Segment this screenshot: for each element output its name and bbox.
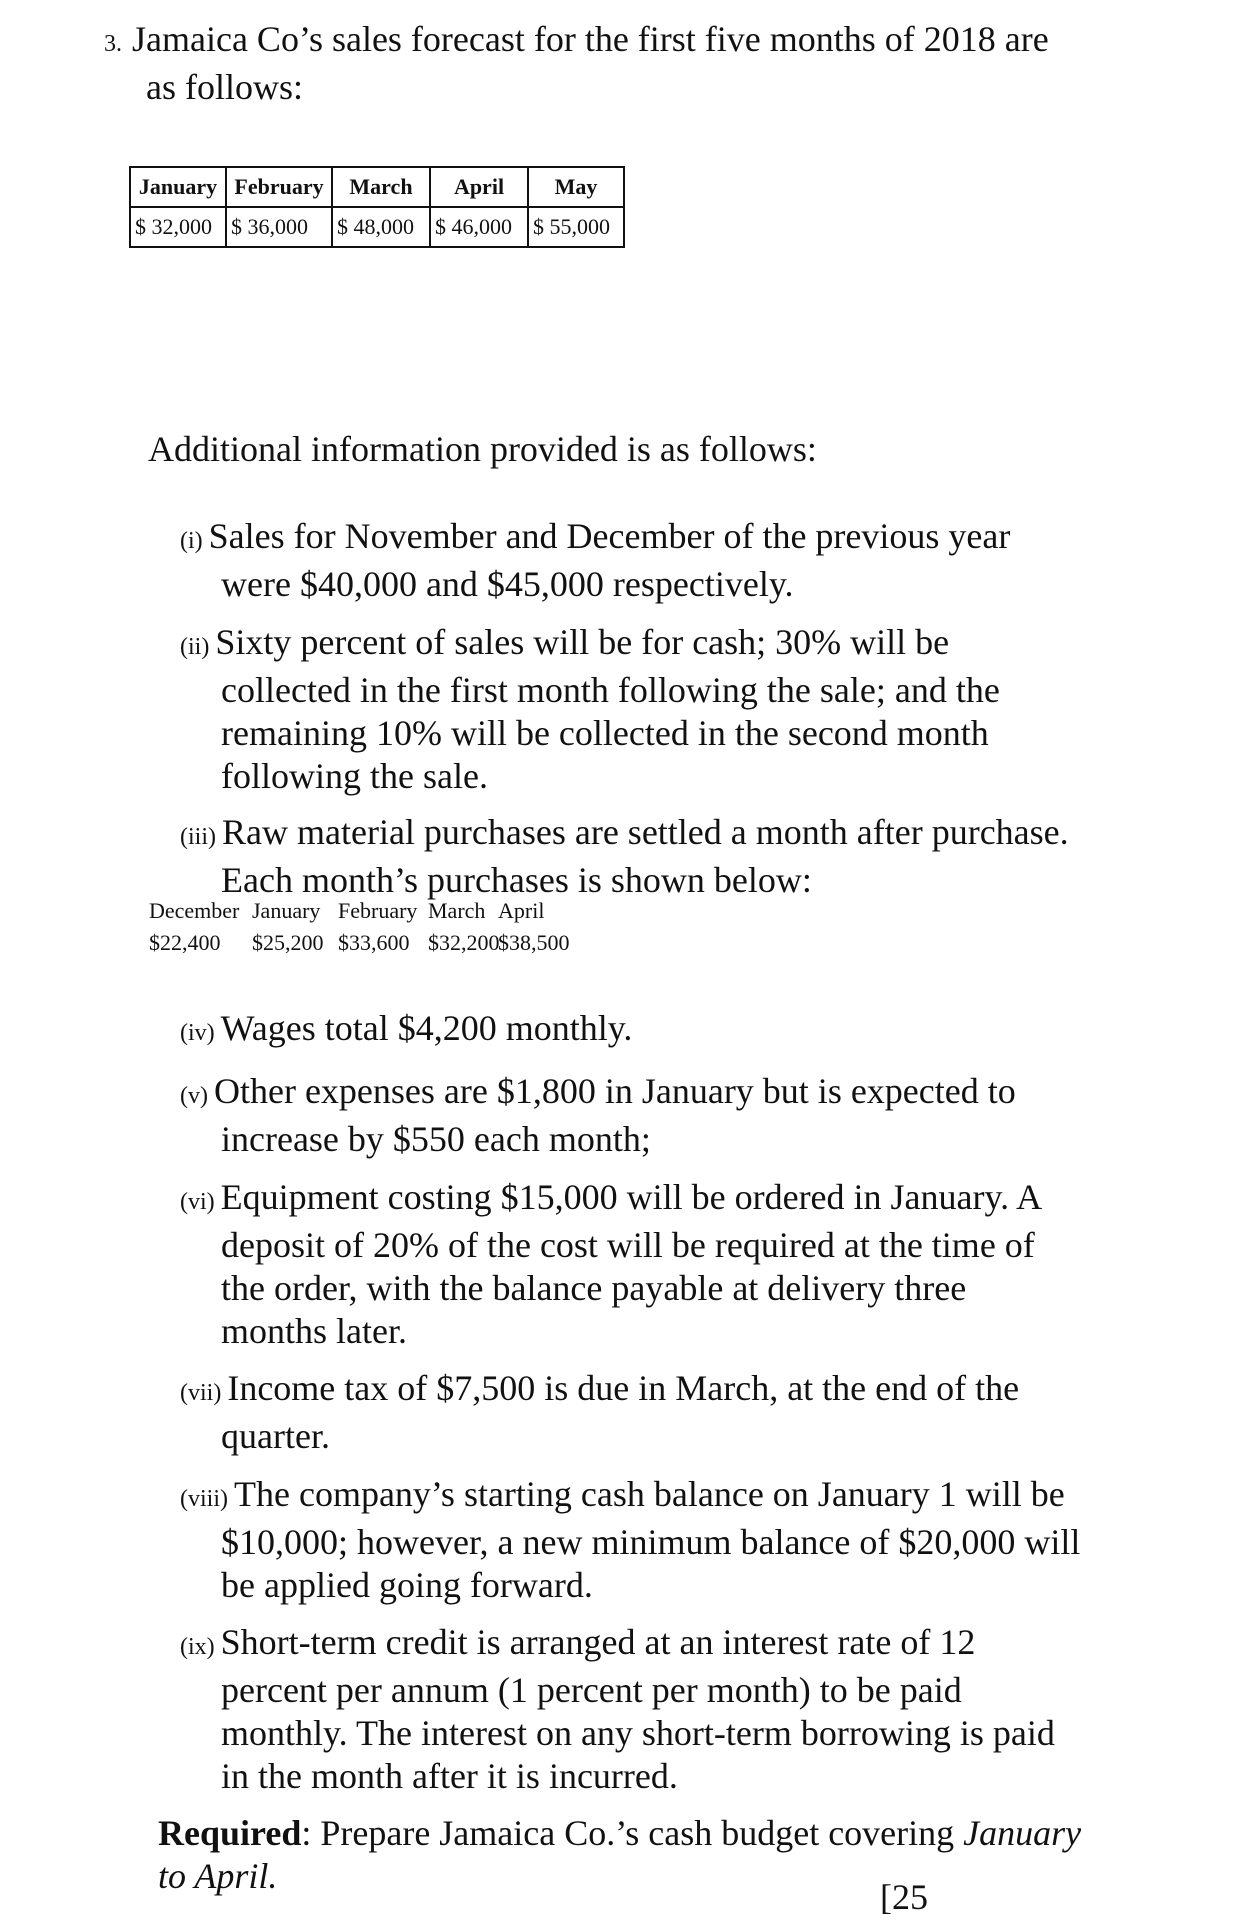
item-text-line1: Short-term credit is arranged at an interest rate of 12 bbox=[220, 1622, 976, 1662]
table-header: May bbox=[528, 167, 624, 207]
item-text-line1: Sales for November and December of the previous year bbox=[208, 516, 1011, 556]
purchase-month: January bbox=[252, 898, 321, 923]
table-header: January bbox=[130, 167, 226, 207]
item-number: (iii) bbox=[180, 824, 216, 850]
info-item-vii bbox=[180, 1367, 1100, 1458]
purchase-month: March bbox=[428, 898, 486, 923]
item-number: (i) bbox=[180, 528, 203, 554]
item-text-rest: increase by $550 each month; bbox=[221, 1119, 651, 1159]
info-item-ii bbox=[180, 621, 1100, 798]
table-cell: $ 55,000 bbox=[528, 207, 624, 247]
required-period: January to April. bbox=[158, 1813, 1082, 1896]
item-number: (ii) bbox=[180, 634, 210, 660]
purchases-amounts-row bbox=[149, 930, 570, 956]
item-text-line1: Other expenses are $1,800 in January but is expected to bbox=[213, 1071, 1016, 1111]
item-text-rest: $10,000; however, a new minimum balance of $20,000 will be applied going forward. bbox=[221, 1522, 1081, 1605]
purchase-month: April bbox=[498, 898, 545, 923]
info-item-v bbox=[180, 1070, 1100, 1161]
item-text-rest: collected in the first month following the sale; and the remaining 10% will be collected in the second month following the sale. bbox=[221, 670, 1000, 796]
item-number: (vi) bbox=[180, 1189, 215, 1215]
purchase-month: December bbox=[149, 898, 240, 923]
table-header: April bbox=[430, 167, 528, 207]
info-item-iii bbox=[180, 811, 1100, 902]
item-number: (v) bbox=[180, 1083, 208, 1109]
purchase-amount: $32,200 bbox=[428, 930, 500, 955]
table-cell: $ 48,000 bbox=[332, 207, 430, 247]
purchase-amount: $25,200 bbox=[252, 930, 324, 955]
required-text: : Prepare Jamaica Co.’s cash budget covering bbox=[301, 1813, 964, 1853]
item-number: (vii) bbox=[180, 1380, 222, 1406]
question-title-line1: Jamaica Co’s sales forecast for the first five months of 2018 are bbox=[132, 19, 1049, 59]
purchase-month: February bbox=[338, 898, 418, 923]
item-text-rest: percent per annum (1 percent per month) to be paid monthly. The interest on any short-term borrowing is paid in the month after it is incurred. bbox=[221, 1670, 1055, 1796]
item-text-line1: Equipment costing $15,000 will be ordered in January. A bbox=[220, 1177, 1043, 1217]
item-text-rest: were $40,000 and $45,000 respectively. bbox=[221, 564, 794, 604]
item-text-line1: Sixty percent of sales will be for cash; 30% will be bbox=[215, 622, 950, 662]
item-text-rest: Each month’s purchases is shown below: bbox=[221, 860, 812, 900]
table-cell: $ 46,000 bbox=[430, 207, 528, 247]
table-header: March bbox=[332, 167, 430, 207]
item-number: (ix) bbox=[180, 1634, 215, 1660]
item-text-line1: The company’s starting cash balance on January 1 will be bbox=[234, 1474, 1065, 1514]
info-item-iv bbox=[180, 1007, 1100, 1055]
purchase-amount: $22,400 bbox=[149, 930, 221, 955]
item-text-line1: Raw material purchases are settled a month after purchase. bbox=[222, 812, 1069, 852]
table-cell: $ 36,000 bbox=[226, 207, 332, 247]
item-text-rest: deposit of 20% of the cost will be required at the time of the order, with the balance payable at delivery three months later. bbox=[221, 1225, 1035, 1351]
question-title-line2: as follows: bbox=[146, 67, 303, 107]
table-header: February bbox=[226, 167, 332, 207]
item-text-rest: quarter. bbox=[221, 1416, 330, 1456]
item-number: (viii) bbox=[180, 1486, 228, 1512]
info-item-i bbox=[180, 515, 1100, 606]
purchase-amount: $38,500 bbox=[498, 930, 570, 955]
question-title bbox=[104, 18, 1144, 109]
additional-info-heading: Additional information provided is as follows: bbox=[148, 429, 817, 469]
question-number: 3. bbox=[104, 31, 122, 57]
item-text-line1: Income tax of $7,500 is due in March, at the end of the bbox=[227, 1368, 1020, 1408]
table-cell: $ 32,000 bbox=[130, 207, 226, 247]
info-item-viii bbox=[180, 1473, 1100, 1607]
sales-forecast-table bbox=[129, 166, 625, 248]
item-text-line1: Wages total $4,200 monthly. bbox=[220, 1008, 633, 1048]
purchases-months-row bbox=[149, 898, 544, 924]
purchase-amount: $33,600 bbox=[338, 930, 410, 955]
required-statement bbox=[158, 1812, 1118, 1898]
info-item-ix bbox=[180, 1621, 1100, 1798]
required-label: Required bbox=[158, 1813, 302, 1853]
info-item-vi bbox=[180, 1176, 1100, 1353]
item-number: (iv) bbox=[180, 1020, 215, 1046]
marks-indicator: [25 bbox=[880, 1877, 928, 1917]
